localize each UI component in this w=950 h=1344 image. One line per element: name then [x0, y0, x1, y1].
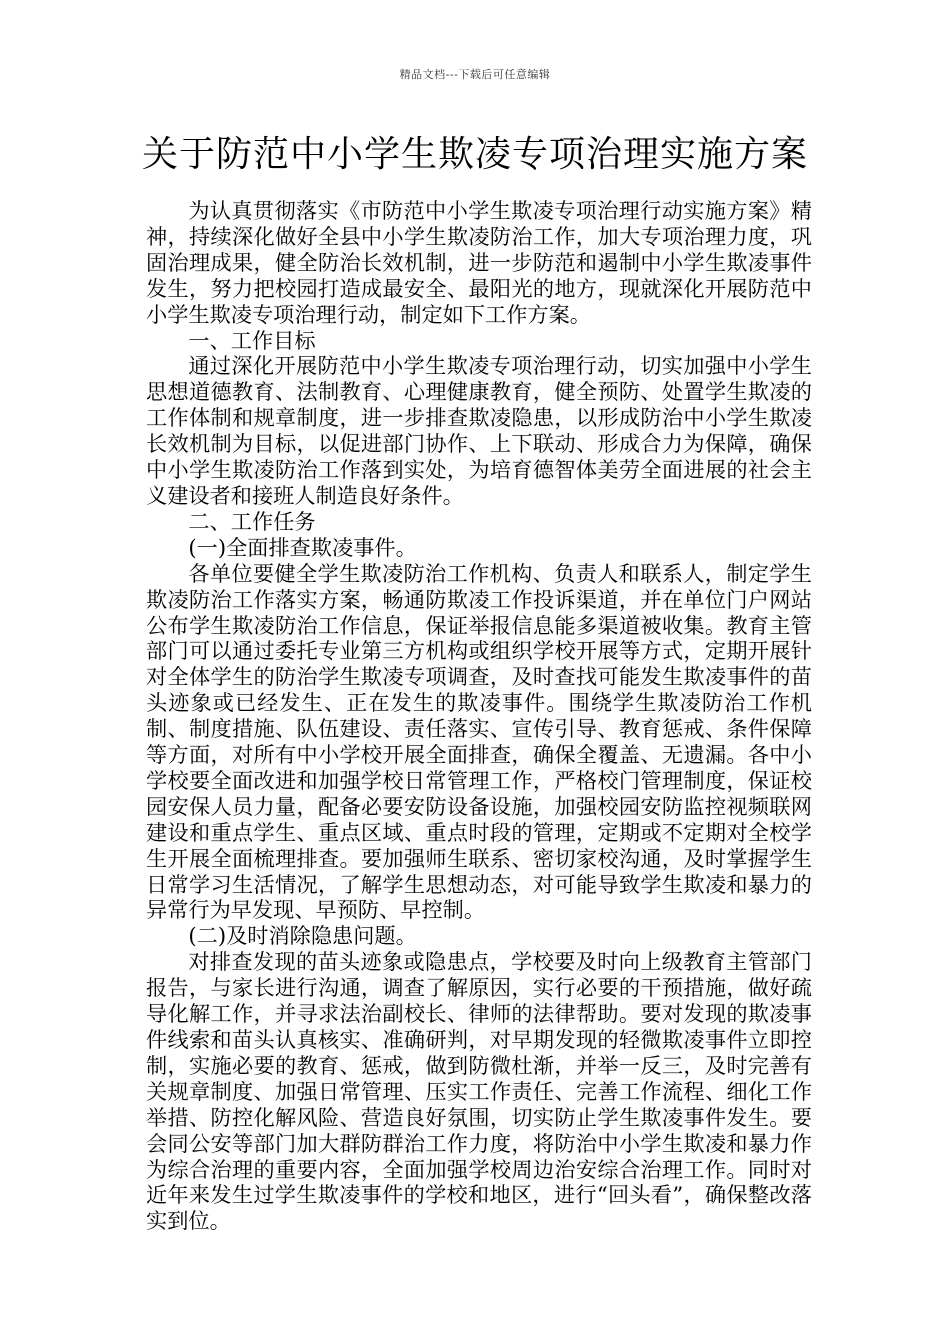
eliminate-paragraph: 对排查发现的苗头迹象或隐患点，学校要及时向上级教育主管部门报告，与家长进行沟通，调查了解原因，实行必要的干预措施，做好疏导化解工作，并寻求法治副校长、律师的法律帮助。要对发现的欺凌事件线索和苗头认真核实、准确研判，对早期发现的轻微欺凌事件立即控制，实施必要的教育、惩戒，做到防微杜渐，并举一反三，及时完善有关规章制度、加强日常管理、压实工作责任、完善工作流程、细化工作举措、防控化解风险、营造良好氛围，切实防止学生欺凌事件发生。要会同公安等部门加大群防群治工作力度，将防治中小学生欺凌和暴力作为综合治理的重要内容，全面加强学校周边治安综合治理工作。同时对近年来发生过学生欺凌事件的学校和地区，进行“回头看”，确保整改落实到位。 [146, 949, 812, 1234]
intro-paragraph: 为认真贯彻落实《市防范中小学生欺凌专项治理行动实施方案》精神，持续深化做好全县中小学生欺凌防治工作，加大专项治理力度，巩固治理成果，健全防治长效机制，进一步防范和遏制中小学生欺凌事件发生，努力把校园打造成最安全、最阳光的地方，现就深化开展防范中小学生欺凌专项治理行动，制定如下工作方案。 [146, 198, 812, 327]
document-title: 关于防范中小学生欺凌专项治理实施方案 [141, 134, 808, 175]
goals-paragraph: 通过深化开展防范中小学生欺凌专项治理行动，切实加强中小学生思想道德教育、法制教育、心理健康教育，健全预防、处置学生欺凌的工作体制和规章制度，进一步排查欺凌隐患，以形成防治中小学生欺凌长效机制为目标，以促进部门协作、上下联动、形成合力为保障，确保中小学生欺凌防治工作落到实处，为培育德智体美劳全面进展的社会主义建设者和接班人制造良好条件。 [146, 353, 812, 508]
section-heading-goals: 一、工作目标 [188, 327, 316, 353]
document-body [146, 198, 812, 1234]
subheading-investigate: (一)全面排查欺凌事件。 [188, 534, 417, 560]
subheading-eliminate: (二)及时消除隐患问题。 [188, 923, 417, 949]
section-heading-tasks: 二、工作任务 [188, 508, 316, 534]
header-note: 精品文档---下载后可任意编辑 [399, 68, 551, 81]
investigate-paragraph: 各单位要健全学生欺凌防治工作机构、负责人和联系人，制定学生欺凌防治工作落实方案，畅通防欺凌工作投诉渠道，并在单位门户网站公布学生欺凌防治工作信息，保证举报信息能多渠道被收集。教育主管部门可以通过委托专业第三方机构或组织学校开展等方式，定期开展针对全体学生的防治学生欺凌专项调查，及时查找可能发生欺凌事件的苗头迹象或已经发生、正在发生的欺凌事件。围绕学生欺凌防治工作机制、制度措施、队伍建设、责任落实、宣传引导、教育惩戒、条件保障等方面，对所有中小学校开展全面排查，确保全覆盖、无遗漏。各中小学校要全面改进和加强学校日常管理工作，严格校门管理制度，保证校园安保人员力量，配备必要安防设备设施，加强校园安防监控视频联网建设和重点学生、重点区域、重点时段的管理，定期或不定期对全校学生开展全面梳理排查。要加强师生联系、密切家校沟通，及时掌握学生日常学习生活情况，了解学生思想动态，对可能导致学生欺凌和暴力的异常行为早发现、早预防、早控制。 [146, 560, 812, 923]
